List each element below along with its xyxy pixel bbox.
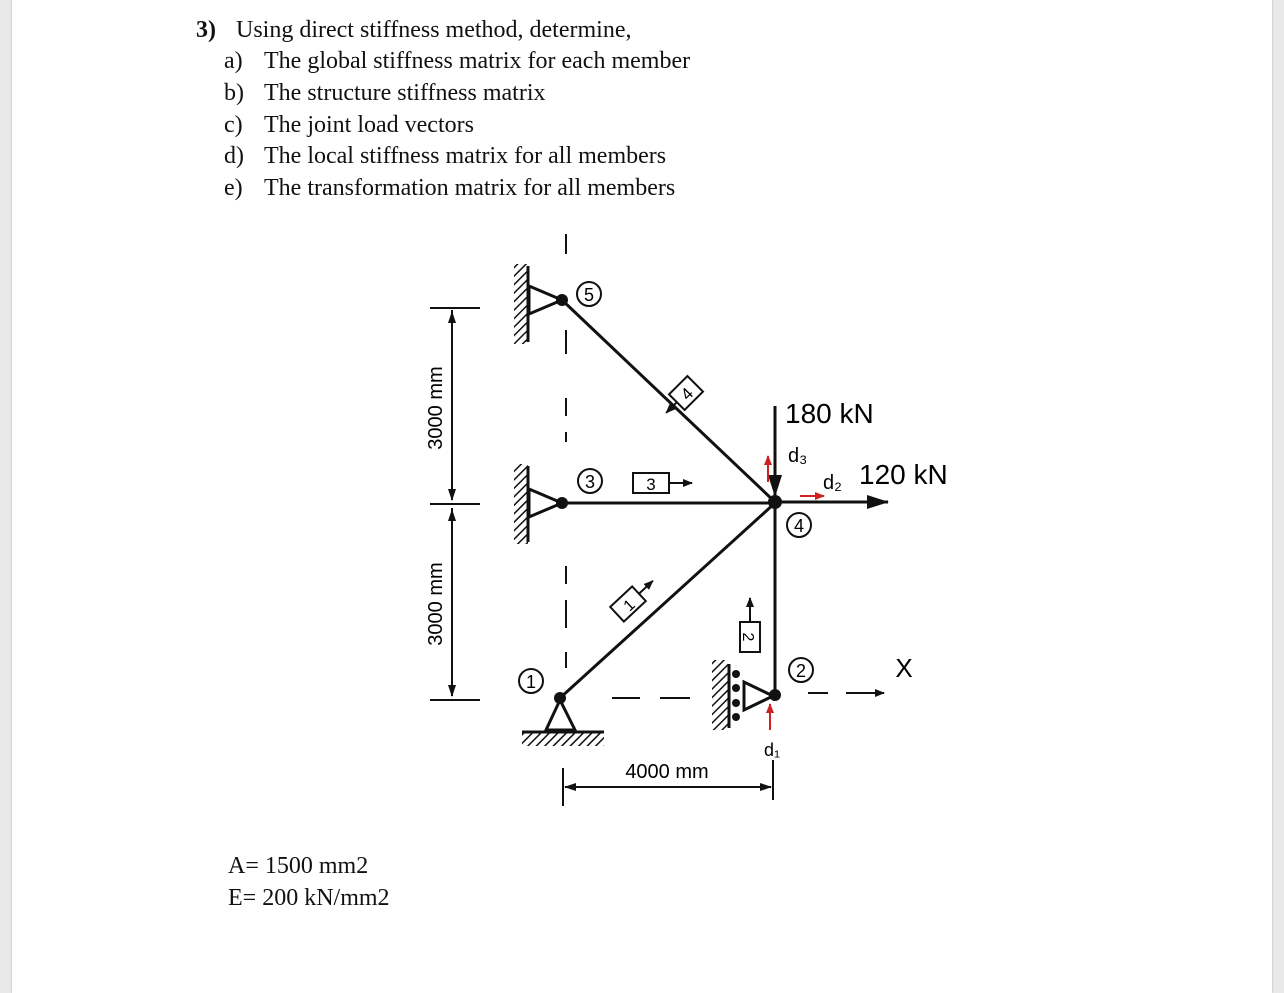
question-part-a: a) The global stiffness matrix for each member (224, 48, 691, 74)
question-part-b: b) The structure stiffness matrix (224, 79, 546, 106)
width-label: 4000 mm (625, 761, 709, 783)
svg-text:4: 4 (793, 516, 805, 536)
dof-d3-label: d₃ (788, 445, 808, 467)
svg-text:2: 2 (739, 632, 756, 642)
dof-d1-label: d₁ (764, 740, 781, 760)
node-label-4 (787, 513, 811, 537)
question-number: 3) (196, 17, 216, 43)
pin-support-node-3 (514, 464, 562, 544)
member-label-2 (739, 598, 760, 652)
member-label-3 (633, 473, 692, 494)
svg-text:4: 4 (676, 383, 698, 405)
svg-text:1: 1 (525, 672, 537, 692)
area-property: A= 1500 mm2 (228, 853, 369, 879)
question-part-c: c) The joint load vectors (224, 111, 474, 138)
node-label-1 (519, 669, 543, 693)
svg-text:5: 5 (583, 285, 595, 305)
pin-support-node-1 (522, 700, 604, 746)
question-prompt: Using direct stiffness method, determine, (236, 17, 632, 43)
roller-support-node-2 (712, 660, 773, 730)
modulus-property: E= 200 kN/mm2 (228, 885, 390, 911)
material-properties (228, 850, 390, 914)
dof-d2-label: d₂ (823, 472, 842, 494)
svg-text:2: 2 (795, 661, 807, 681)
node-label-2 (789, 658, 813, 682)
member-1-line (560, 503, 775, 698)
question-part-d: d) The local stiffness matrix for all members (224, 143, 667, 170)
pin-support-node-5 (514, 264, 562, 344)
vertical-load-label: 180 kN (785, 398, 874, 429)
height-lower-label: 3000 mm (425, 562, 447, 646)
x-axis-label: X (895, 653, 913, 683)
height-upper-label: 3000 mm (425, 366, 447, 450)
svg-text:3: 3 (584, 472, 596, 492)
node-label-3 (578, 469, 602, 493)
node-label-5 (577, 282, 601, 306)
svg-text:3: 3 (646, 475, 656, 494)
horizontal-load-label: 120 kN (859, 459, 948, 490)
svg-text:1: 1 (620, 596, 639, 616)
question-part-e: e) The transformation matrix for all members (224, 175, 676, 202)
